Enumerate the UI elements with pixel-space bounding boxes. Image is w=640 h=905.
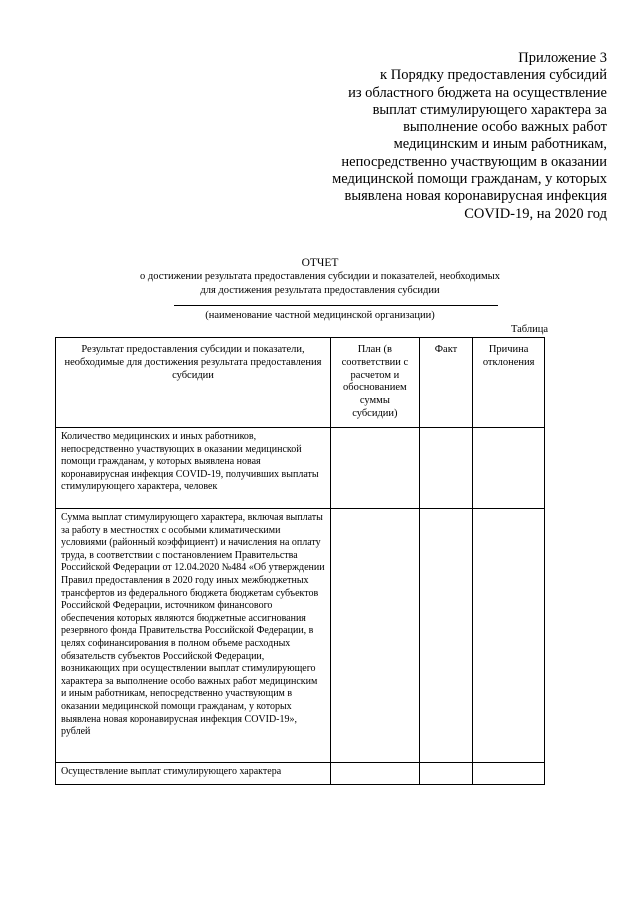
header-fact: Факт: [419, 338, 473, 428]
table-row: [56, 509, 545, 763]
row-reason-cell: [473, 509, 545, 763]
row-plan-cell: [330, 509, 419, 763]
report-subtitle-line: для достижения результата предоставления субсидии: [200, 285, 440, 296]
appendix-line: Приложение 3: [518, 50, 607, 66]
row-label: Осуществление выплат стимулирующего характера: [56, 763, 331, 785]
row-fact-cell: [419, 509, 473, 763]
header-indicator: Результат предоставления субсидии и показатели, необходимые для достижения результата предоставления субсидии: [56, 338, 331, 428]
appendix-line: выполнение особо важных работ: [403, 119, 607, 136]
row-fact-cell: [419, 763, 473, 785]
report-subtitle: [0, 270, 640, 298]
table-header-row: [56, 338, 545, 428]
report-subtitle-line: о достижении результата предоставления субсидии и показателей, необходимых: [140, 271, 500, 282]
row-fact-cell: [419, 428, 473, 509]
row-plan-cell: [330, 763, 419, 785]
table-label: Таблица: [510, 324, 548, 335]
appendix-line: к Порядку предоставления субсидий: [380, 67, 607, 84]
row-plan-cell: [330, 428, 419, 509]
appendix-block: [287, 50, 607, 223]
row-reason-cell: [473, 428, 545, 509]
header-plan: План (в соответствии с расчетом и обоснованием суммы субсидии): [330, 338, 419, 428]
organization-blank-line: [174, 305, 498, 306]
row-reason-cell: [473, 763, 545, 785]
organization-caption: (наименование частной медицинской организации): [205, 310, 435, 321]
appendix-line: COVID-19, на 2020 год: [464, 205, 607, 222]
row-label: Сумма выплат стимулирующего характера, включая выплаты за работу в местностях с особыми климатическими условиями (районный коэффициент) и начисления на оплату труда, в соответствии с постановлением Правительства Российской Федерации от 12.04.2020 №484 «Об утверждении Правил предоставления в 2020 году иных межбюджетных трансфертов из федерального бюджета бюджетам субъектов Российской Федерации, источником финансового обеспечения которых являются бюджетные ассигнования резервного фонда Правительства Российской Федерации, в целях софинансирования в полном объеме расходных обязательств субъектов Российской Федерации, возникающих при осуществлении выплат стимулирующего характера за выполнение особо важных работ медицинским и иным работникам, непосредственно участвующим в оказании медицинской помощи гражданам, у которых выявлена новая коронавирусная инфекция COVID-19», рублей: [56, 509, 331, 763]
report-table: [55, 337, 545, 785]
table-row: [56, 428, 545, 509]
row-label: Количество медицинских и иных работников, непосредственно участвующих в оказании медицинской помощи гражданам, у которых выявлена новая коронавирусная инфекция COVID-19, получивших выплаты стимулирующего характера, человек: [56, 428, 331, 509]
appendix-line: из областного бюджета на осуществление: [348, 84, 607, 101]
appendix-line: медицинским и иным работникам,: [393, 136, 607, 153]
appendix-line: непосредственно участвующим в оказании: [341, 153, 607, 170]
appendix-line: выявлена новая коронавирусная инфекция: [344, 188, 607, 205]
appendix-line: медицинской помощи гражданам, у которых: [332, 171, 607, 188]
appendix-line: выплат стимулирующего характера за: [372, 101, 607, 118]
report-title: ОТЧЕТ: [301, 257, 339, 269]
table-row: [56, 763, 545, 785]
header-reason: Причина отклонения: [473, 338, 545, 428]
